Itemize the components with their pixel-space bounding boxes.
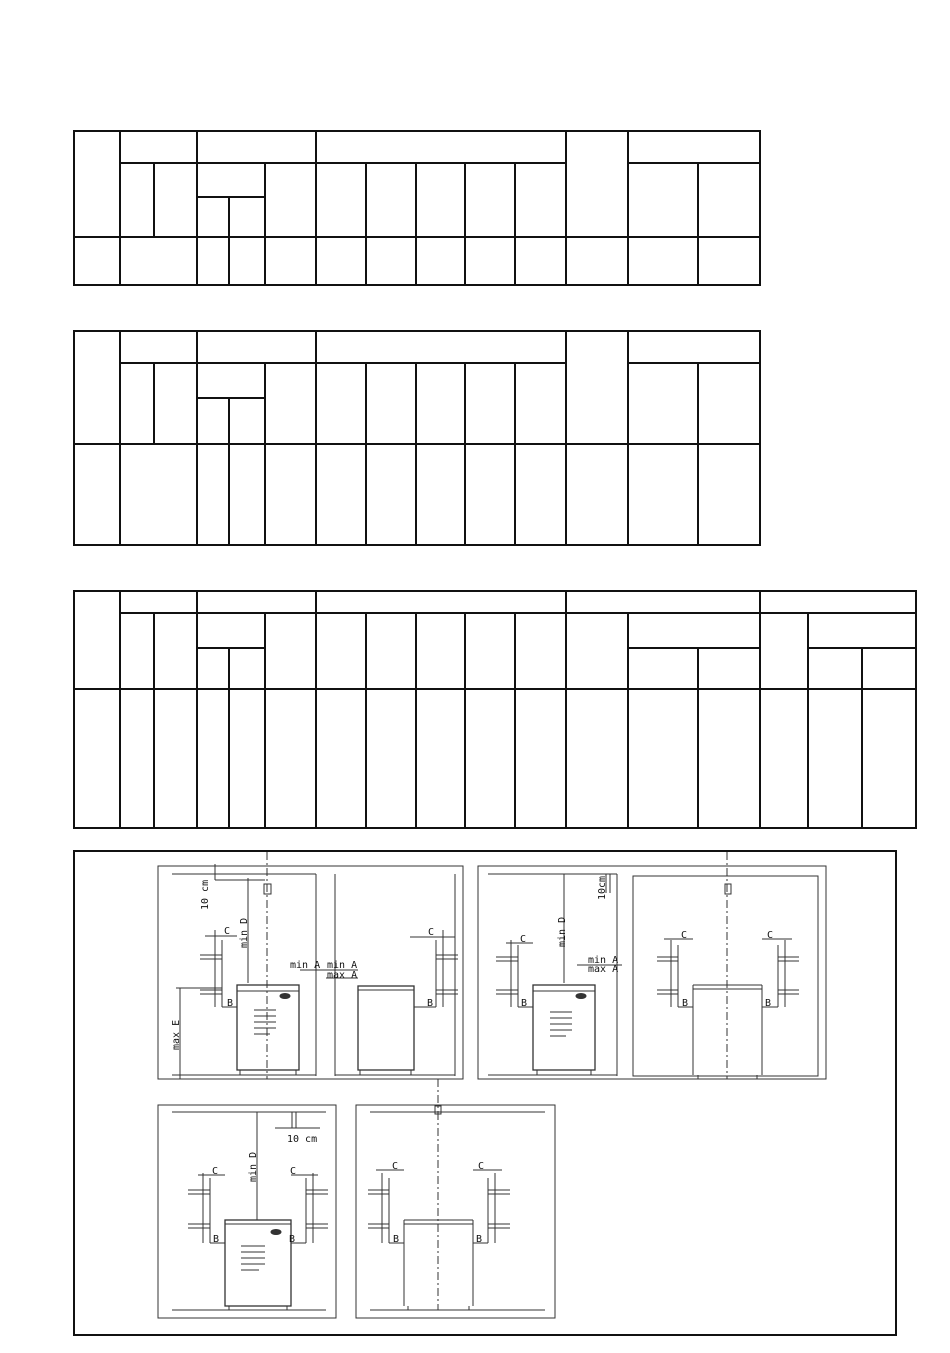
label-min-a-1: min A — [290, 960, 321, 971]
label-min-d-1: min D — [239, 917, 250, 948]
label-b-2: B — [427, 998, 434, 1009]
tables — [74, 131, 916, 828]
label-c-3: C — [520, 934, 527, 945]
label-b-3: B — [521, 998, 528, 1009]
label-10cm-2: 10cm — [597, 875, 608, 900]
label-c-2: C — [428, 927, 435, 938]
table-2 — [74, 331, 760, 545]
label-b-6: B — [213, 1234, 220, 1245]
table-1 — [74, 131, 760, 285]
label-b-9: B — [476, 1234, 483, 1245]
label-c-1: C — [224, 926, 231, 937]
label-b-8: B — [393, 1234, 400, 1245]
label-b-4: B — [682, 998, 689, 1009]
label-min-d-3: min D — [248, 1151, 259, 1182]
label-min-a-2: min A — [327, 960, 358, 971]
label-min-a-3: min A — [588, 955, 619, 966]
panel-recess-front — [356, 1105, 555, 1318]
label-c-9: C — [478, 1161, 485, 1172]
label-c-8: C — [392, 1161, 399, 1172]
label-min-d-2: min D — [557, 916, 568, 947]
label-max-e: max E — [171, 1019, 182, 1050]
diagram-frame — [74, 851, 896, 1335]
table-3 — [74, 591, 916, 828]
label-10cm-1: 10 cm — [200, 879, 211, 910]
label-b-5: B — [765, 998, 772, 1009]
label-c-7: C — [290, 1166, 297, 1177]
label-c-6: C — [212, 1166, 219, 1177]
label-c-4: C — [681, 930, 688, 941]
panel-wall — [478, 852, 826, 1079]
label-c-5: C — [767, 930, 774, 941]
diagram-labels — [171, 876, 773, 1245]
label-10cm-3: 10 cm — [287, 1134, 318, 1145]
label-max-a-1: max A — [327, 970, 358, 981]
label-max-a-2: max A — [588, 964, 619, 975]
installation-diagram — [158, 852, 826, 1318]
label-b-7: B — [289, 1234, 296, 1245]
label-b-1: B — [227, 998, 234, 1009]
